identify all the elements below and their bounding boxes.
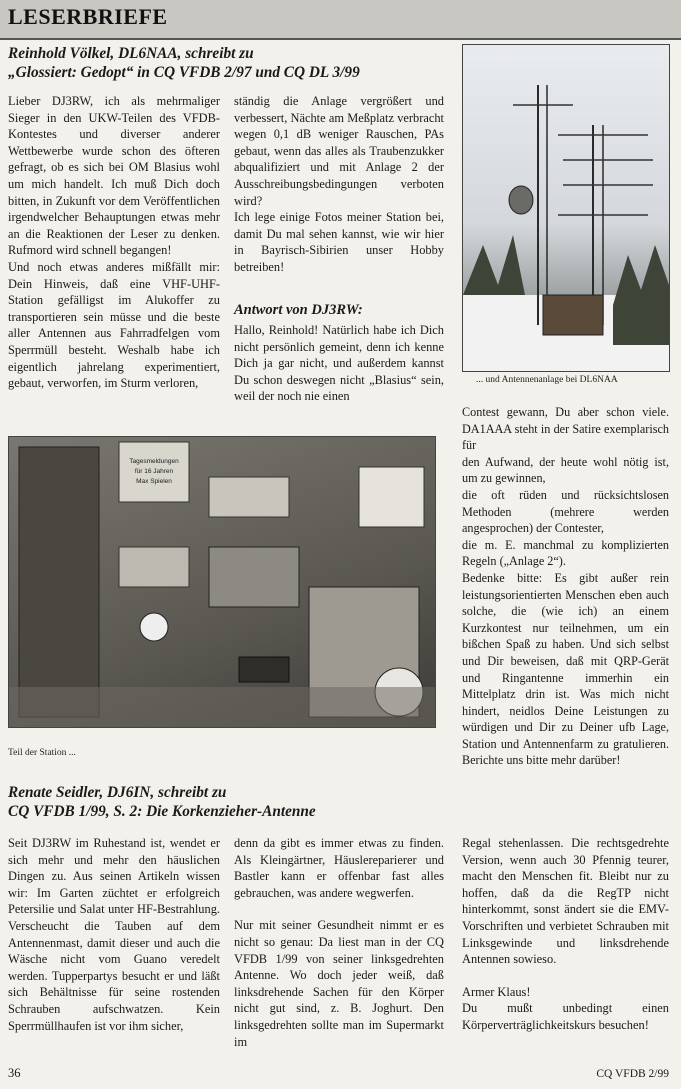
magazine-issue: CQ VFDB 2/99 bbox=[596, 1068, 669, 1080]
letter2-title-line2: CQ VFDB 1/99, S. 2: Die Korkenzieher-Antenne bbox=[8, 803, 316, 820]
paragraph: Und noch etwas anderes mißfällt mir: Dein Hinweis, daß eine VHF-UHF-Station gefälligst im Alukoffer zu transportieren sein müsse und die beste aller Antennen aus Fahrradfelgen vom Sperrmüll besteht. Weshalb habe ich eigentlich jahrelang experimentiert, gebaut, verworfen, im Sturm verloren, bbox=[8, 259, 220, 391]
paragraph: Lieber DJ3RW, ich als mehrmaliger Sieger in den UKW-Teilen des VFDB-Kontestes und diverser anderer Wettbewerbe wurde schon des öfteren gefragt, ob es sich bei OM Blasius wohl um mich handelt. Ich muß Dich doch bitten, in Zukunft vor dem Veröffentlichen irgendwelcher Behauptungen etwas mehr an die Reaktionen der Leser zu denken. Rufmord wird schnell begangen! bbox=[8, 94, 220, 258]
letter2-column-2 bbox=[234, 835, 444, 1050]
paragraph: Du mußt unbedingt einen Körperverträglichkeitskurs besuchen! bbox=[462, 1001, 669, 1032]
paragraph: denn da gibt es immer etwas zu finden. Als Kleingärtner, Häuslereparierer und Bastler kann er offenbar fast alles gebrauchen, was andere wegwerfen. bbox=[234, 836, 444, 900]
letter1-title bbox=[8, 44, 458, 82]
paragraph: ständig die Anlage vergrößert und verbessert, Nächte am Meßplatz verbracht wegen 0,1 dB weniger Rauschen, PAs gebaut, wenn das alles als Traubenzukker abqualifiziert und mit Anlage 2 der Ausschreibungsbedingungen verboten wird? bbox=[234, 94, 444, 208]
letter1-column-1 bbox=[8, 93, 220, 392]
answer-title: Antwort von DJ3RW: bbox=[234, 302, 363, 318]
paragraph: die oft rüden und rücksichtslosen Methoden (mehrere werden angesprochen) der Contester, bbox=[462, 487, 669, 536]
letter2-title-line1: Renate Seidler, DJ6IN, schreibt zu bbox=[8, 784, 227, 801]
letter1-title-line2: „Glossiert: Gedopt“ in CQ VFDB 2/97 und CQ DL 3/99 bbox=[8, 64, 360, 81]
station-photo-caption: Teil der Station ... bbox=[8, 748, 76, 758]
letter2-title bbox=[8, 783, 458, 821]
page-number: 36 bbox=[8, 1066, 21, 1080]
letter1-title-line1: Reinhold Völkel, DL6NAA, schreibt zu bbox=[8, 45, 254, 62]
paragraph: Contest gewann, Du aber schon viele. DA1AAA steht in der Satire exemplarisch für bbox=[462, 405, 669, 453]
station-sign-text-2: für 16 Jahren bbox=[134, 468, 174, 475]
paragraph: Armer Klaus! bbox=[462, 984, 531, 999]
antenna-photo bbox=[462, 44, 670, 372]
paragraph: Regal stehenlassen. Die rechtsgedrehte Version, wenn auch 30 Pfennig teurer, macht den Menschen fit. Bleibt nur zu hoffen, daß da die RegTP nicht hinterkommt, sonst ändert sie die EMV-Vorschriften und verbietet Schrauben mit Linksgewinde und linksdrehende Antennen sowieso. bbox=[462, 836, 669, 967]
letter1-column-2 bbox=[234, 93, 444, 276]
paragraph: Ich lege einige Fotos meiner Station bei, damit Du mal sehen kannst, wie wir hier in Bayrisch-Sibirien unser Hobby betreiben! bbox=[234, 210, 444, 274]
paragraph: Nur mit seiner Gesundheit nimmt er es nicht so genau: Da liest man in der CQ VFDB 1/99 von seiner linksgedrehten Antenne. Wo doch jeder weiß, daß linksdrehende Sachen für den Körper nicht gut sind, z. B. Joghurt. Den linksgedrehten sollte man im Supermarkt im bbox=[234, 918, 444, 1049]
paragraph: Seit DJ3RW im Ruhestand ist, wendet er sich mehr und mehr den häuslichen Dingen zu. Aus seinen Artikeln wissen wir: Im Garten züchtet er erfolgreich Petersilie und Salat unter HF-Bestrahlung. Verscheucht die Tauben auf dem Antennenmast, damit dieser und auch die Wäsche nicht vom Guano veredelt werden. Tupperpartys besucht er und läßt sich Behältnisse für seine rostenden Schrauben aufschwatzen. Kein Sperrmüllhaufen ist vor ihm sicher, bbox=[8, 836, 220, 1033]
station-photo bbox=[8, 436, 436, 728]
paragraph: Hallo, Reinhold! Natürlich habe ich Dich nicht persönlich gemeint, denn ich kenne Dich ja gar nicht, und außerdem kannst Du schon deswegen nicht „Blasius“ sein, weil der noch nie einen bbox=[234, 323, 444, 404]
station-sign-text-3: Max Spielen bbox=[136, 478, 172, 485]
answer-column-2 bbox=[234, 322, 444, 405]
paragraph: die m. E. manchmal zu komplizierten Regeln („Anlage 2“). bbox=[462, 537, 669, 569]
paragraph: den Aufwand, der heute wohl nötig ist, um zu gewinnen, bbox=[462, 454, 669, 486]
antenna-photo-caption: ... und Antennenanlage bei DL6NAA bbox=[476, 375, 618, 385]
station-illustration bbox=[9, 437, 435, 727]
paragraph: Bedenke bitte: Es gibt außer rein leistungsorientierten Menschen eben auch solche, die (wie ich) an einem Kurzkontest nur teilnehmen, um ein bißchen Spaß zu haben. Und sich selbst und Dir beweisen, daß mit QRP-Gerät und Ringantenne immerhin ein Mittelplatz drin ist. Was mich nicht hindert, neidlos Deine Leistungen zu würdigen und Dir zu Deiner ufb Lage, Station und Antennenfarm zu gratulieren. Berichte uns bitte mehr darüber! bbox=[462, 570, 669, 768]
answer-column-3 bbox=[462, 404, 669, 769]
letter2-column-3 bbox=[462, 835, 669, 1034]
section-title: LESERBRIEFE bbox=[8, 4, 168, 29]
antenna-illustration bbox=[463, 45, 669, 371]
letter2-column-1 bbox=[8, 835, 220, 1034]
station-sign-text: Tagesmeldungen bbox=[129, 458, 179, 465]
